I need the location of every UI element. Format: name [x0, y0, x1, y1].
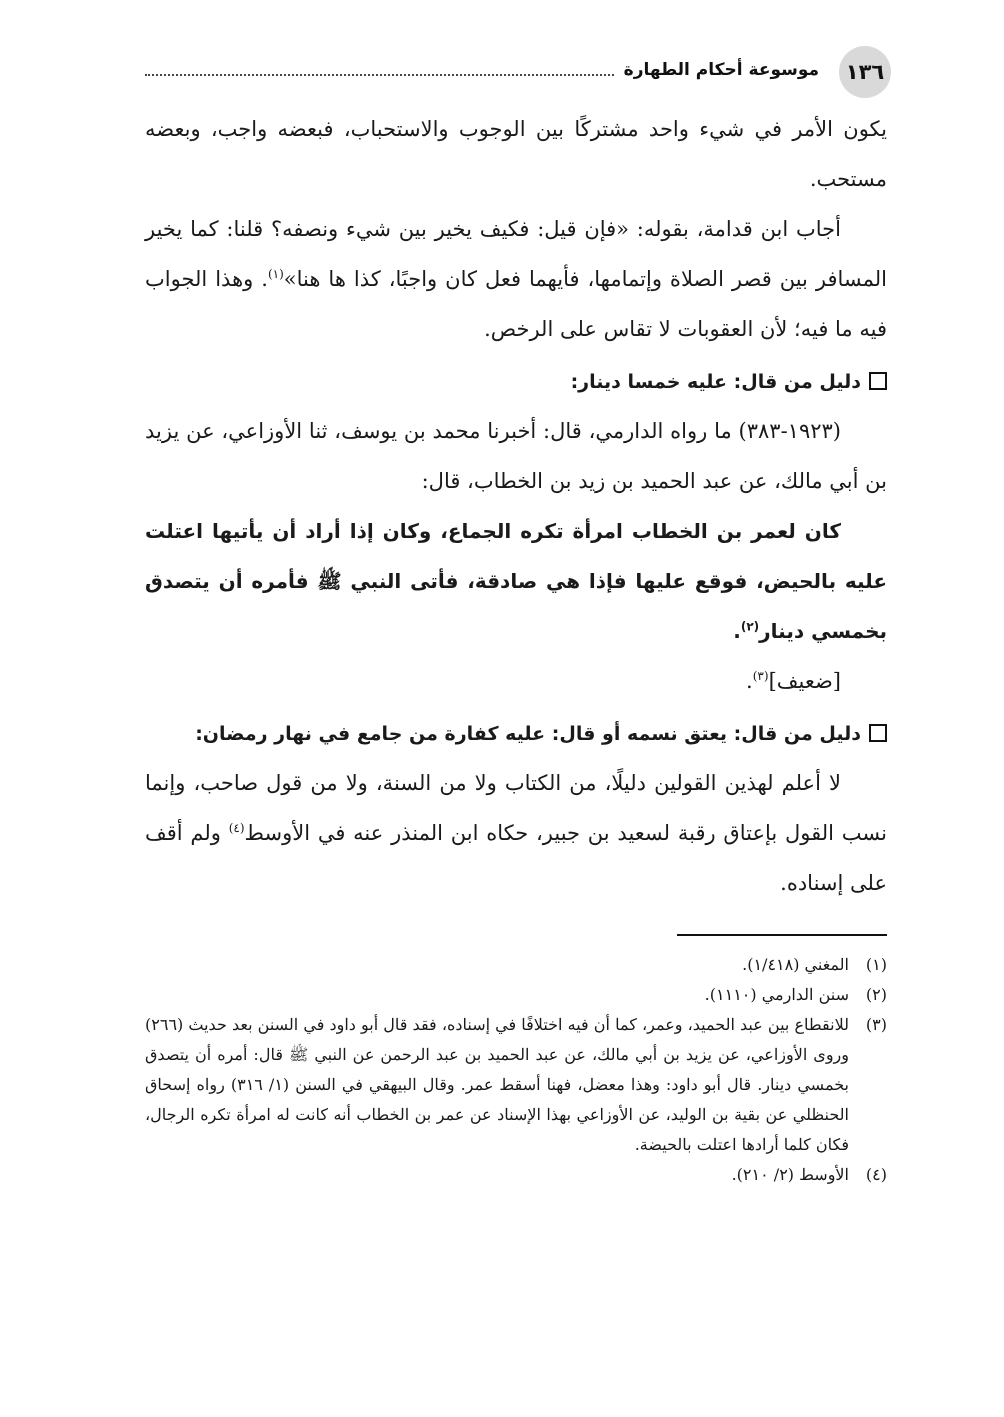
footnote [145, 1160, 887, 1190]
footnote [145, 1010, 887, 1160]
paragraph-1: يكون الأمر في شيء واحد مشتركًا بين الوجوب والاستحباب، فبعضه واجب، وبعضه مستحب. [145, 117, 887, 191]
footnote-number: (٤) [865, 1165, 887, 1184]
grading-tail: . [746, 669, 753, 693]
footnote-text: للانقطاع بين عبد الحميد، وعمر، كما أن فيه اختلافًا في إسناده، فقد قال أبو داود في السنن بعد حديث (٢٦٦) وروى الأوزاعي، عن يزيد بن أبي مالك، عن عبد الحميد بن عبد الرحمن عن النبي ﷺ قال: أمره أن يتصدق بخمسي دينار. قال أبو داود: وهذا معضل، فهنا أسقط عمر. وقال البيهقي في السنن (١/ ٣١٦) رواه إسحاق الحنظلي عن بقية بن الوليد، عن الأوزاعي بهذا الإسناد عن عمر بن الخطاب أنه كانت له امرأة تكره الرجال، فكان كلما أرادها اعتلت بالحيضة. [145, 1015, 849, 1154]
hadith-text-tail: . [733, 619, 741, 643]
footnote [145, 950, 887, 980]
paragraph-2-tail: . وهذا الجواب فيه ما فيه؛ لأن العقوبات لا تقاس على الرخص. [145, 267, 887, 341]
footnote-text: سنن الدارمي (١١١٠). [704, 985, 849, 1004]
paragraph-6-text: لا أعلم لهذين القولين دليلًا، من الكتاب ولا من السنة، ولا من قول صاحب، وإنما نسب القول بإعتاق رقبة لسعيد بن جبير، حكاه ابن المنذر عنه في الأوسط [145, 771, 887, 845]
footnotes [145, 950, 887, 1190]
hadith-text-body: كان لعمر بن الخطاب امرأة تكره الجماع، وكان إذا أراد أن يأتيها اعتلت عليه بالحيض، فوقع عليها فإذا هي صادقة، فأتى النبي ﷺ فأمره أن يتصدق بخمسي دينار [145, 519, 887, 643]
page [145, 40, 887, 1190]
checkbox-icon [869, 724, 887, 742]
footnote-number: (٣) [865, 1015, 887, 1034]
hadith-text [145, 506, 887, 656]
page-header [145, 40, 887, 104]
footnote-ref-4[interactable]: (٤) [228, 821, 245, 835]
section-heading-2 [145, 714, 887, 754]
footnote [145, 980, 887, 1010]
main-text [145, 104, 887, 908]
footnote-text: المغني (١/٤١٨). [742, 955, 849, 974]
paragraph-6 [145, 758, 887, 908]
checkbox-icon [869, 372, 887, 390]
section-heading-1-text: دليل من قال: عليه خمسا دينار: [570, 371, 861, 393]
page-number: ١٣٦ [839, 46, 891, 98]
footnote-number: (١) [865, 955, 887, 974]
grading-text: [ضعيف] [768, 669, 841, 693]
book-title: موسوعة أحكام الطهارة [616, 58, 827, 82]
paragraph-3: (١٩٢٣-٣٨٣) ما رواه الدارمي، قال: أخبرنا محمد بن يوسف، ثنا الأوزاعي، عن يزيد بن أبي مالك، عن عبد الحميد بن زيد بن الخطاب، قال: [145, 419, 887, 493]
grading [145, 656, 887, 706]
section-heading-1 [145, 362, 887, 402]
footnote-number: (٢) [865, 985, 887, 1004]
section-heading-2-text: دليل من قال: يعتق نسمه أو قال: عليه كفارة من جامع في نهار رمضان: [195, 723, 861, 745]
paragraph-2-text: أجاب ابن قدامة، بقوله: «فإن قيل: فكيف يخير بين شيء ونصفه؟ قلنا: كما يخير المسافر بين قصر الصلاة وإتمامها، فأيهما فعل كان واجبًا، كذا ها هنا» [145, 217, 887, 291]
footnote-ref-2[interactable]: (٢) [740, 619, 760, 634]
footnote-ref-1[interactable]: (١) [267, 267, 284, 281]
footnote-separator [677, 934, 887, 936]
footnote-text: الأوسط (٢/ ٢١٠). [731, 1165, 849, 1184]
paragraph-2 [145, 204, 887, 354]
paragraph-6-tail: ولم أقف على إسناده. [145, 821, 887, 895]
footnote-ref-3[interactable]: (٣) [752, 669, 769, 683]
